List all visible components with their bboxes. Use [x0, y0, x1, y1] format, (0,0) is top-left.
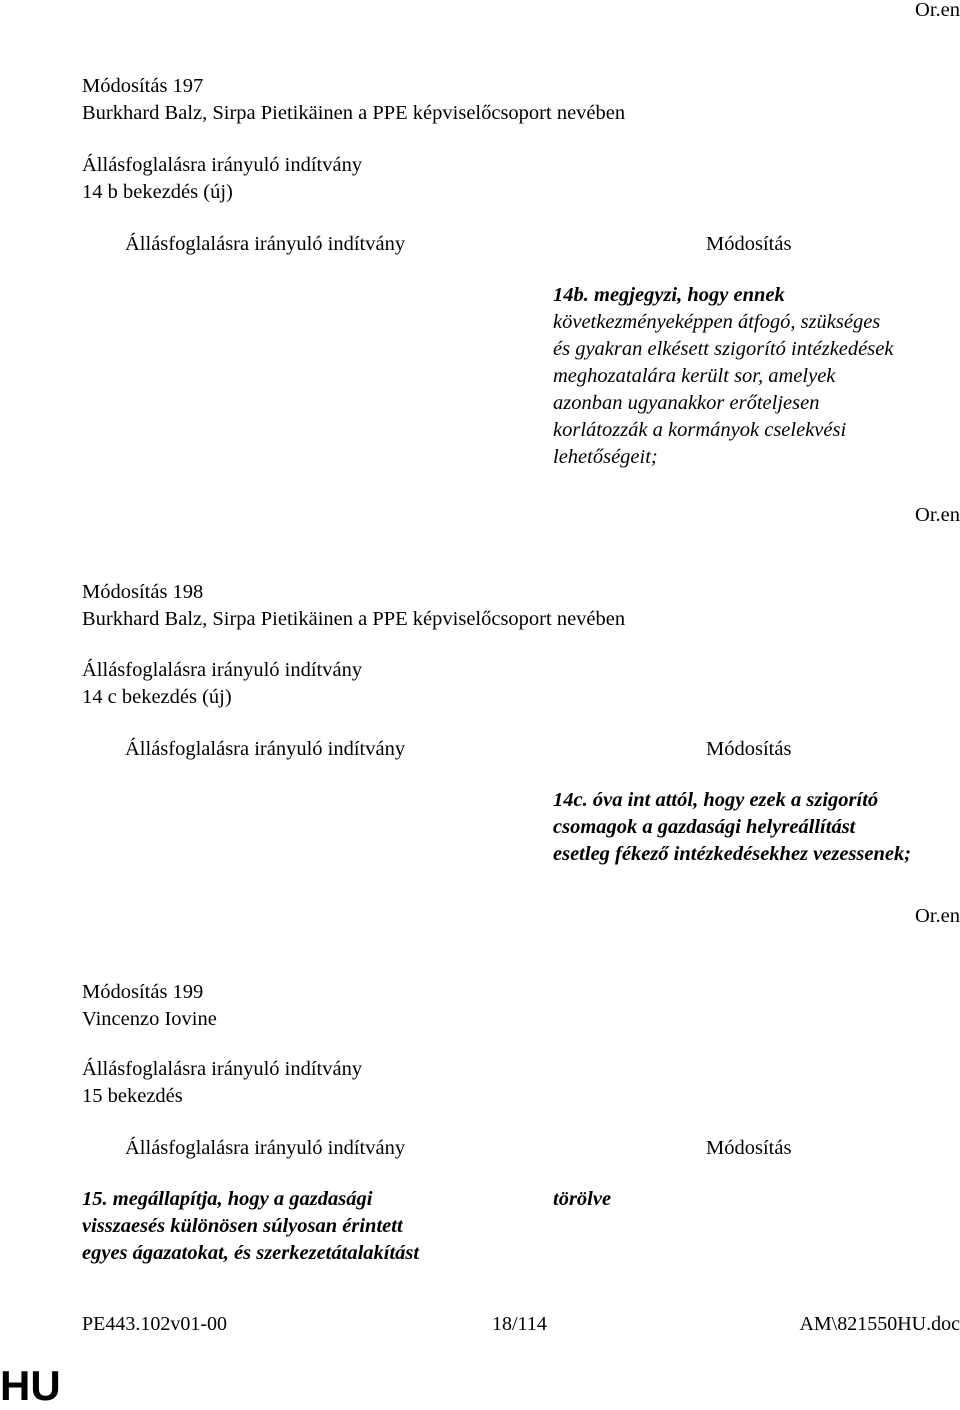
column-header-amendment: Módosítás: [706, 1137, 792, 1159]
doc-type: Állásfoglalásra irányuló indítvány: [82, 659, 363, 681]
text-line: és gyakran elkésett szigorító intézkedések: [553, 338, 894, 360]
doc-type: Állásfoglalásra irányuló indítvány: [82, 154, 363, 176]
amendment-title: Módosítás 198: [82, 581, 204, 603]
amendment-target: [82, 657, 362, 711]
text-line: esetleg fékező intézkedésekhez vezessenek;: [553, 843, 912, 865]
text-line: meghozatalára került sor, amelyek: [553, 365, 836, 387]
amendment-text: törölve: [553, 1188, 612, 1210]
amendment-title: Módosítás 197: [82, 75, 204, 97]
text-line: visszaesés különösen súlyosan érintett: [82, 1215, 403, 1237]
footer-page-number: 18/114: [492, 1313, 547, 1335]
amendment-header: [82, 73, 625, 127]
amendment-authors: Burkhard Balz, Sirpa Pietikäinen a PPE képviselőcsoport nevében: [82, 608, 626, 630]
paragraph-ref: 15 bekezdés: [82, 1085, 183, 1107]
amendment-text: [553, 787, 911, 868]
paragraph-ref: 14 b bekezdés (új): [82, 181, 233, 203]
column-header-original: Állásfoglalásra irányuló indítvány: [125, 738, 406, 760]
paragraph-ref: 14 c bekezdés (új): [82, 686, 232, 708]
original-text: [82, 1186, 419, 1267]
text-line: következményeképpen átfogó, szükséges: [553, 311, 881, 333]
text-line: egyes ágazatokat, és szerkezetátalakítást: [82, 1242, 420, 1264]
column-header-original: Állásfoglalásra irányuló indítvány: [125, 1137, 406, 1159]
amendment-target: [82, 1056, 362, 1110]
doc-type: Állásfoglalásra irányuló indítvány: [82, 1058, 363, 1080]
amendment-authors: Vincenzo Iovine: [82, 1008, 217, 1030]
footer-doc-ref: PE443.102v01-00: [82, 1313, 227, 1335]
language-code: HU: [0, 1362, 61, 1409]
original-language-label: Or.en: [915, 0, 960, 21]
text-line: 14b. megjegyzi, hogy ennek: [553, 284, 785, 306]
footer-file-name: AM\821550HU.doc: [799, 1313, 960, 1335]
amendment-header: [82, 579, 625, 633]
text-line: azonban ugyanakkor erőteljesen: [553, 392, 820, 414]
column-header-amendment: Módosítás: [706, 738, 792, 760]
text-line: 14c. óva int attól, hogy ezek a szigorító: [553, 789, 879, 811]
amendment-target: [82, 152, 362, 206]
amendment-title: Módosítás 199: [82, 981, 204, 1003]
amendment-authors: Burkhard Balz, Sirpa Pietikäinen a PPE képviselőcsoport nevében: [82, 102, 626, 124]
text-line: lehetőségeit;: [553, 446, 658, 468]
column-header-original: Állásfoglalásra irányuló indítvány: [125, 233, 406, 255]
amendment-header: [82, 979, 217, 1033]
text-line: korlátozzák a kormányok cselekvési: [553, 419, 847, 441]
column-header-amendment: Módosítás: [706, 233, 792, 255]
amendment-text: [553, 282, 893, 471]
original-language-label: Or.en: [915, 504, 960, 526]
original-language-label: Or.en: [915, 905, 960, 927]
text-line: 15. megállapítja, hogy a gazdasági: [82, 1188, 373, 1210]
text-line: csomagok a gazdasági helyreállítást: [553, 816, 856, 838]
